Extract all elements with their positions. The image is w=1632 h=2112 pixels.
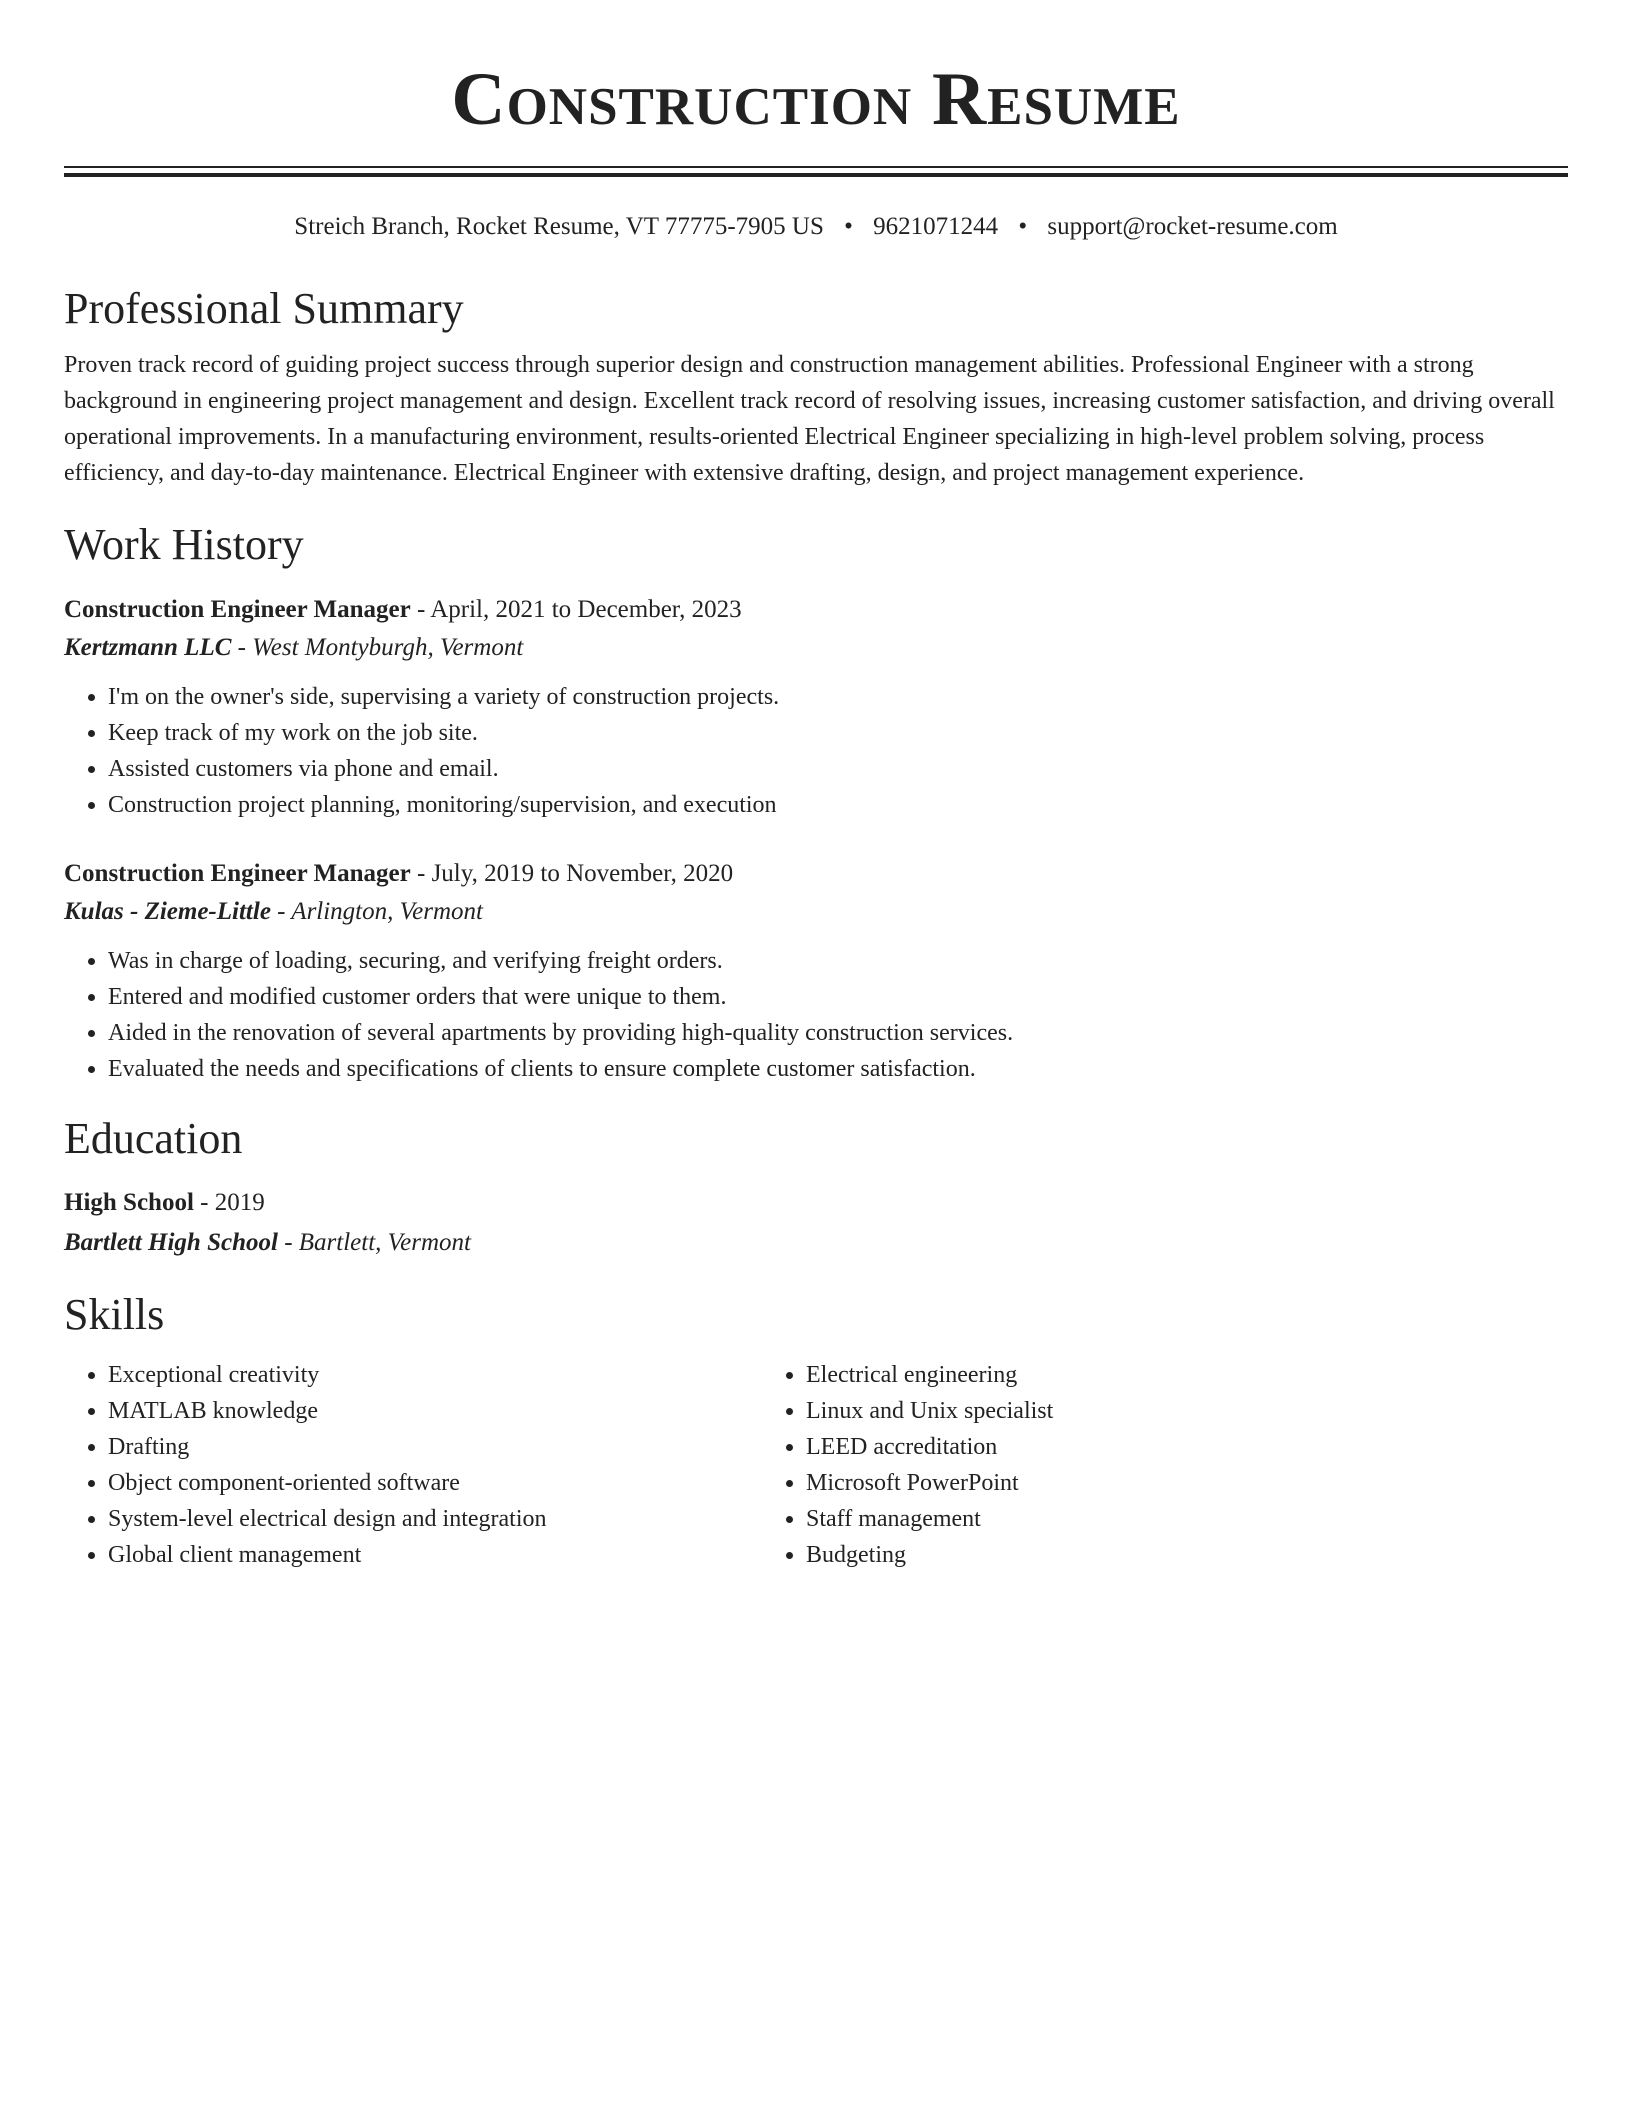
skill-item: • Electrical engineering: [806, 1357, 1460, 1393]
skill-item: • Staff management: [806, 1501, 1460, 1537]
job-title: Construction Engineer Manager: [64, 860, 411, 887]
contact-phone: 9621071244: [873, 213, 999, 240]
job-location: - Arlington, Vermont: [270, 898, 483, 925]
skill-item: • MATLAB knowledge: [108, 1393, 762, 1429]
skills-columns: [64, 1357, 1568, 1573]
list-item: • I'm on the owner's side, supervising a variety of construction projects.: [108, 679, 1568, 715]
job-company-line: [64, 893, 1568, 931]
contact-email: support@rocket-resume.com: [1047, 213, 1338, 240]
skill-item: • System-level electrical design and integration: [108, 1501, 762, 1537]
education-degree: High School: [64, 1189, 194, 1216]
education-heading: Education: [64, 1114, 243, 1163]
education-school-line: [64, 1223, 1568, 1263]
skills-right-column: [762, 1357, 1460, 1573]
education-entry: [64, 1183, 1568, 1263]
resume-title: Construction Resume: [451, 58, 1181, 141]
contact-separator: •: [1018, 213, 1028, 240]
list-item: • Construction project planning, monitoring/supervision, and execution: [108, 787, 1568, 823]
job-location: - West Montyburgh, Vermont: [231, 634, 524, 661]
resume-page: [64, 0, 1568, 1573]
education-year: - 2019: [193, 1189, 265, 1216]
education-location: - Bartlett, Vermont: [277, 1229, 471, 1256]
skill-item: • Budgeting: [806, 1537, 1460, 1573]
job-duties: [64, 943, 1568, 1087]
job-entry: [64, 591, 1568, 823]
skills-heading: Skills: [64, 1290, 165, 1339]
skill-item: • Drafting: [108, 1429, 762, 1465]
job-dates: - April, 2021 to December, 2023: [410, 596, 742, 623]
list-item: • Was in charge of loading, securing, and verifying freight orders.: [108, 943, 1568, 979]
education-degree-line: [64, 1183, 1568, 1223]
job-title-line: [64, 591, 1568, 629]
list-item: • Evaluated the needs and specifications of clients to ensure complete customer satisfaction.: [108, 1051, 1568, 1087]
job-company: Kulas - Zieme-Little: [64, 898, 271, 925]
job-title: Construction Engineer Manager: [64, 596, 411, 623]
job-title-line: [64, 855, 1568, 893]
work-history-heading: Work History: [64, 520, 304, 569]
list-item: • Assisted customers via phone and email.: [108, 751, 1568, 787]
skill-item: • Linux and Unix specialist: [806, 1393, 1460, 1429]
contact-line: [64, 211, 1568, 243]
skill-item: • Exceptional creativity: [108, 1357, 762, 1393]
job-dates: - July, 2019 to November, 2020: [410, 860, 734, 887]
skill-item: • Global client management: [108, 1537, 762, 1573]
title-divider: [64, 166, 1568, 177]
contact-address: Streich Branch, Rocket Resume, VT 77775-7905 US: [294, 213, 824, 240]
skill-item: • Microsoft PowerPoint: [806, 1465, 1460, 1501]
job-company-line: [64, 629, 1568, 667]
job-company: Kertzmann LLC: [64, 634, 232, 661]
list-item: • Aided in the renovation of several apartments by providing high-quality construction services.: [108, 1015, 1568, 1051]
job-entry: [64, 855, 1568, 1087]
contact-separator: •: [844, 213, 853, 240]
skills-left-column: [64, 1357, 762, 1573]
job-duties: [64, 679, 1568, 823]
list-item: • Entered and modified customer orders that were unique to them.: [108, 979, 1568, 1015]
list-item: • Keep track of my work on the job site.: [108, 715, 1568, 751]
skill-item: • Object component-oriented software: [108, 1465, 762, 1501]
skill-item: • LEED accreditation: [806, 1429, 1460, 1465]
summary-heading: Professional Summary: [64, 284, 464, 333]
education-school: Bartlett High School: [64, 1229, 278, 1256]
summary-text: Proven track record of guiding project success through superior design and construction management abilities. Professional Engineer with a strong background in engineering project management and design. Excellent track record of resolving issues, increasing customer satisfaction, and driving overall operational improvements. In a manufacturing environment, results-oriented Electrical Engineer specializing in high-level problem solving, process efficiency, and day-to-day maintenance. Electrical Engineer with extensive drafting, design, and project management experience.: [64, 352, 1555, 486]
